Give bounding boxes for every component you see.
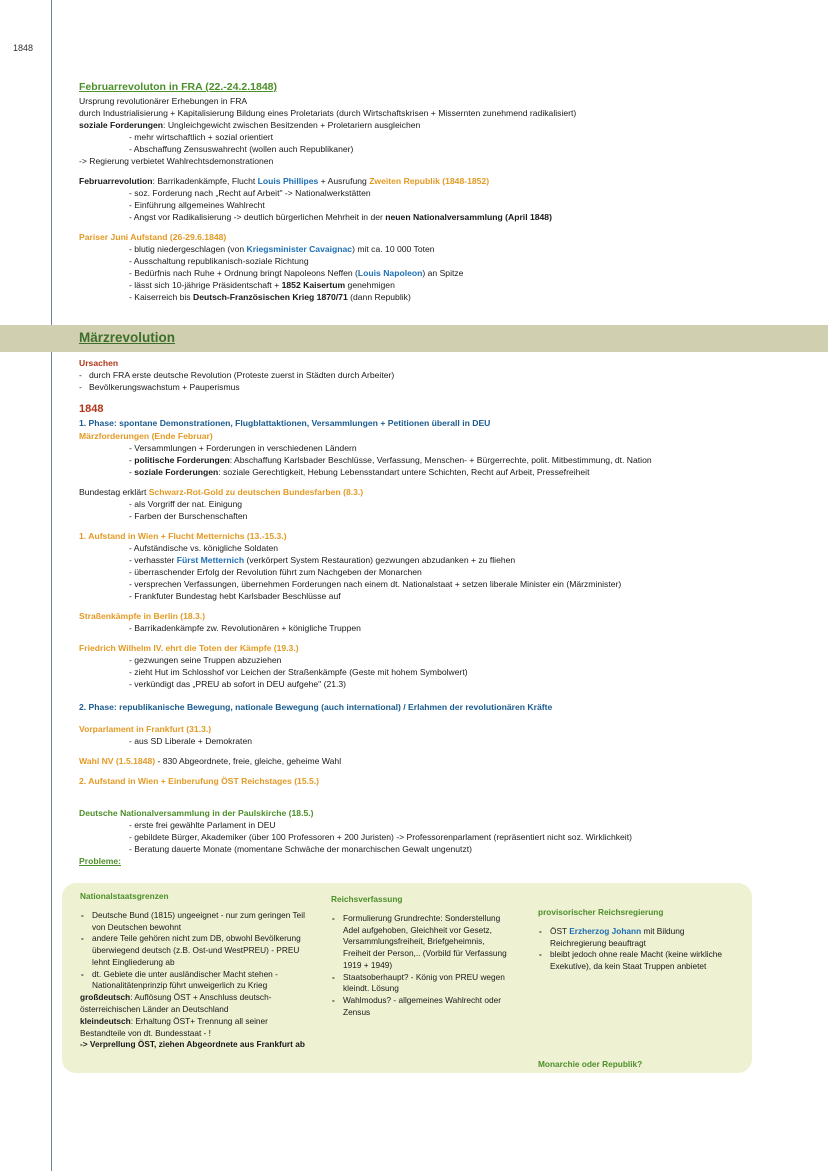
maerz-title: Märzrevolution	[79, 330, 176, 345]
aufstand-wien-title: 1. Aufstand in Wien + Flucht Metternichs (13.-15.3.)	[79, 530, 287, 541]
feb-item: - Angst vor Radikalisierung -> deutlich bürgerlichen Mehrheit in der neuen Nationalversammlung (April 1848)	[129, 211, 552, 222]
nationalversammlung-title: Deutsche Nationalversammlung in der Paulskirche (18.5.)	[79, 808, 314, 819]
vorparlament-title: Vorparlament in Frankfurt (31.3.)	[79, 724, 212, 735]
col-item: - Wahlmodus? - allgemeines Wahlrecht oder Zensus	[343, 995, 511, 1019]
col-item: - Deutsche Bund (1815) ungeeignet - nur zum geringen Teil von Deutschen bewohnt	[92, 910, 312, 934]
mf-item: - politische Forderungen: Abschaffung Karlsbader Beschlüsse, Verfassung, Menschen- + Bürgerrechte, polit. Mitbestimmung, dt. Nation	[129, 454, 652, 465]
col-nationalstaatsgrenzen	[80, 891, 312, 1051]
feb-title: Februarrevoluton in FRA (22.-24.2.1848)	[79, 81, 277, 93]
ursachen-item: - Bevölkerungswachstum + Pauperismus	[79, 382, 240, 393]
pj-item: - Ausschaltung republikanisch-soziale Richtung	[129, 256, 309, 267]
col-title: provisorischer Reichsregierung	[538, 907, 664, 917]
col-item: - Formulierung Grundrechte: Sonderstellung Adel aufgehoben, Gleichheit vor Gesetz, Versammlungsfreiheit, Briefgeheimnis, Freiheit der Person,.. (Vorbild für Verfassung 1919 + 1949)	[343, 913, 511, 972]
col-item: - ÖST Erzherzog Johann mit Bildung Reichregierung beauftragt	[550, 926, 738, 950]
aw-item: - Frankfuter Bundestag hebt Karlsbader Beschlüsse auf	[129, 590, 341, 601]
dn-item: - gebildete Bürger, Akademiker (über 100 Professoren + 200 Juristen) -> Professorenparlament (repräsentiert nicht soz. Wirklichkeit)	[129, 832, 632, 843]
ursachen-item: - durch FRA erste deutsche Revolution (Proteste zuerst in Städten durch Arbeiter)	[79, 370, 395, 381]
aw-item: - verhasster Fürst Metternich (verkörpert System Restauration) gezwungen abzudanken + zu fliehen	[129, 554, 516, 565]
probleme-label: Probleme:	[79, 856, 122, 867]
phase-1: 1. Phase: spontane Demonstrationen, Flugblattaktionen, Versammlungen + Petitionen überall in DEU	[79, 418, 491, 429]
fw-title: Friedrich Wilhelm IV. ehrt die Toten der Kämpfe (19.3.)	[79, 642, 299, 653]
feb-line: -> Regierung verbietet Wahlrechtsdemonstrationen	[79, 155, 274, 166]
fw-item: - zieht Hut im Schlosshof vor Leichen der Straßenkämpfe (Geste mit hohem Symbolwert)	[129, 667, 468, 678]
pj-item: - Kaiserreich bis Deutsch-Französischen Krieg 1870/71 (dann Republik)	[129, 292, 411, 303]
year-heading: 1848	[79, 403, 104, 416]
februarrevolution-line: Februarrevolution: Barrikadenkämpfe, Flucht Louis Phillipes + Ausrufung Zweiten Republik (1848-1852)	[79, 175, 490, 186]
dn-item: - Beratung dauerte Monate (momentane Schwäche der monarchischen Gewalt ungenutzt)	[129, 844, 472, 855]
feb-line: - mehr wirtschaftlich + sozial orientiert	[129, 131, 273, 142]
feb-line: durch Industrialisierung + Kapitalisierung Bildung eines Proletariats (durch Wirtschaftskrisen + Missernten zunehmend radikalisiert)	[79, 107, 577, 118]
berlin-title: Straßenkämpfe in Berlin (18.3.)	[79, 610, 206, 621]
bt-item: - als Vorgriff der nat. Einigung	[129, 498, 243, 509]
fw-item: - gezwungen seine Truppen abzuziehen	[129, 655, 282, 666]
margin-line	[51, 0, 52, 1171]
phase-2: 2. Phase: republikanische Bewegung, nationale Bewegung (auch international) / Erlahmen der revolutionären Kräfte	[79, 702, 553, 713]
col-reichsverfassung	[331, 894, 511, 1019]
aw-item: - Aufständische vs. königliche Soldaten	[129, 542, 279, 553]
maerzforderungen-title: Märzforderungen (Ende Februar)	[79, 430, 213, 441]
ursachen-title: Ursachen	[79, 358, 119, 368]
feb-line: soziale Forderungen: Ungleichgewicht zwischen Besitzenden + Proletariern ausgleichen	[79, 119, 421, 130]
feb-section	[79, 80, 799, 303]
col-reichsregierung	[538, 907, 738, 973]
page-label: 1848	[13, 43, 34, 53]
bt-item: - Farben der Burschenschaften	[129, 510, 248, 521]
feb-item: - Einführung allgemeines Wahlrecht	[129, 199, 265, 210]
col-item: - Staatsoberhaupt? - König von PREU wegen kleindt. Lösung	[343, 972, 511, 996]
grossdeutsch-line: großdeutsch: Auflösung ÖST + Anschluss deutsch-österreichischen Länder an Deutschland	[80, 992, 272, 1015]
aufstand-wien-2-title: 2. Aufstand in Wien + Einberufung ÖST Reichstages (15.5.)	[79, 776, 320, 787]
feb-line: - Abschaffung Zensuswahrecht (wollen auch Republikaner)	[129, 143, 354, 154]
bundestag-line: Bundestag erklärt Schwarz-Rot-Gold zu deutschen Bundesfarben (8.3.)	[79, 486, 364, 497]
col-item: - andere Teile gehören nicht zum DB, obwohl Bevölkerung überwiegend deutsch (z.B. Ost-und WestPREU) - PREU lehnt Eingliederung ab	[92, 933, 312, 968]
fw-item: - verkündigt das „PREU ab sofort in DEU aufgehe" (21.3)	[129, 679, 347, 690]
col-title: Nationalstaatsgrenzen	[80, 891, 169, 901]
maerz-section	[79, 357, 799, 867]
dn-item: - erste frei gewählte Parlament in DEU	[129, 820, 276, 831]
mf-item: - Versammlungen + Forderungen in verschiedenen Ländern	[129, 442, 357, 453]
mf-item: - soziale Forderungen: soziale Gerechtigkeit, Hebung Lebensstandart untere Schichten, Recht auf Arbeit, Pressefreiheit	[129, 466, 590, 477]
feb-line: Ursprung revolutionärer Erhebungen in FRA	[79, 95, 248, 106]
feb-item: - soz. Forderung nach „Recht auf Arbeit" -> Nationalwerkstätten	[129, 187, 371, 198]
kleindeutsch-line: kleindeutsch: Erhaltung ÖST+ Trennung all seiner Bestandteile von dt. Bundesstaat - !	[80, 1015, 268, 1038]
pj-item: - Bedürfnis nach Ruhe + Ordnung bringt Napoleons Neffen (Louis Napoleon) an Spitze	[129, 268, 464, 279]
pj-item: - blutig niedergeschlagen (von Kriegsminister Cavaignac) mit ca. 10 000 Toten	[129, 244, 435, 255]
aw-item: - überraschender Erfolg der Revolution führt zum Nachgeben der Monarchen	[129, 566, 422, 577]
vp-item: - aus SD Liberale + Demokraten	[129, 736, 252, 747]
col-item: - dt. Gebiete die unter ausländischer Macht stehen - Nationalitätenprinzip führt unweigerlich zu Krieg	[92, 969, 312, 993]
col-item: - bleibt jedoch ohne reale Macht (keine wirkliche Exekutive), da kein Staat Truppen anbietet	[550, 949, 738, 973]
col-title: Reichsverfassung	[331, 894, 403, 904]
sb-item: - Barrikadenkämpfe zw. Revolutionären + königliche Truppen	[129, 622, 361, 633]
verprellung-line: -> Verprellung ÖST, ziehen Abgeordnete aus Frankfurt ab	[80, 1039, 305, 1050]
pj-item: - lässt sich 10-jährige Präsidentschaft + 1852 Kaisertum genehmigen	[129, 280, 395, 291]
pariser-title: Pariser Juni Aufstand (26-29.6.1848)	[79, 232, 227, 242]
wahl-nv-line: Wahl NV (1.5.1848) - 830 Abgeordnete, freie, gleiche, geheime Wahl	[79, 756, 342, 767]
aw-item: - versprechen Verfassungen, übernehmen Forderungen nach einem dt. Nationalstaat + setzen liberale Minister ein (Märzminister)	[129, 578, 622, 589]
monarchie-question: Monarchie oder Republik?	[538, 1059, 643, 1069]
